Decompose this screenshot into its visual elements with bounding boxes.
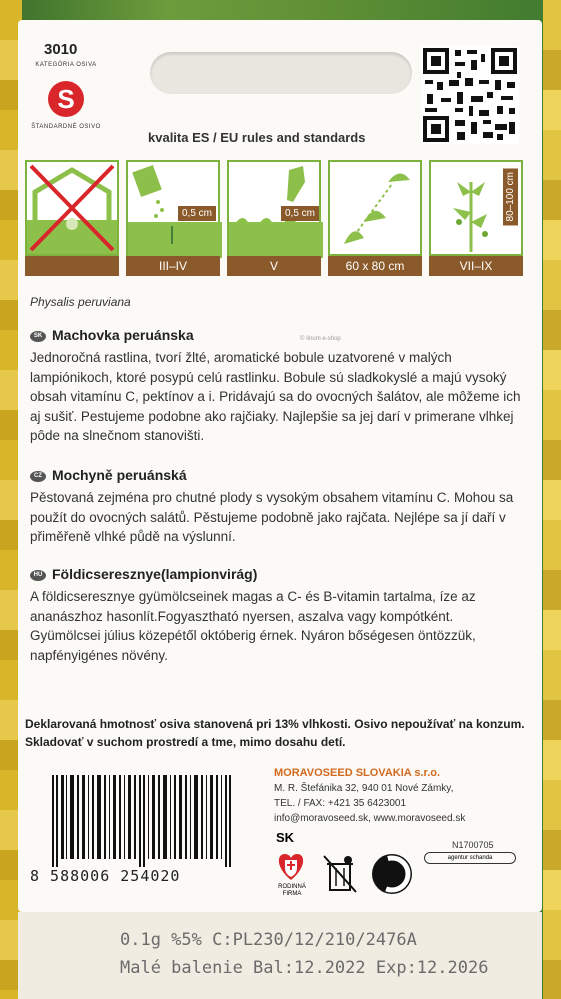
step-panel [227, 160, 321, 256]
section-title-hu [30, 566, 257, 582]
hanger-tab [150, 52, 412, 94]
step-spacing [328, 160, 422, 276]
language-flag-icon: CZ [30, 471, 46, 482]
step-label: VII–IX [429, 256, 523, 276]
product-code: 3010 [44, 41, 78, 58]
company-web[interactable]: info@moravoseed.sk, www.moravoseed.sk [274, 813, 466, 824]
step-label [25, 256, 119, 276]
section-title-text: Földicseresznye(lampionvirág) [52, 566, 258, 582]
lot-stamp [120, 926, 520, 982]
registration-number: N1700705 [452, 840, 494, 850]
language-flag-icon: SK [30, 331, 46, 342]
section-title-text: Machovka peruánska [52, 327, 194, 343]
seal-top-text: KATEGÓRIA OSIVA [35, 62, 97, 68]
seal-bottom-text: ŠTANDARDNÉ OSIVO [31, 124, 101, 130]
section-title-cz [30, 467, 187, 483]
language-flag-icon: HU [30, 570, 46, 581]
step-label: 60 x 80 cm [328, 256, 422, 276]
barcode-number: 8 588006 254020 [30, 867, 181, 885]
barcode-bars-icon [52, 775, 232, 867]
family-company-heart-icon [274, 848, 308, 882]
green-dot-icon [370, 852, 414, 896]
step-panel [429, 160, 523, 256]
agent-badge: agentur schanda [424, 852, 516, 864]
watermark: © Iinum e-shop [300, 336, 341, 342]
quality-statement: kvalita ES / EU rules and standards [148, 130, 366, 145]
step-transplant [227, 160, 321, 276]
company-info [274, 766, 465, 826]
step-label: V [227, 256, 321, 276]
height-tag: 80–100 cm [503, 168, 518, 225]
barcode [30, 775, 234, 891]
section-text-sk: Jednoročná rastlina, tvorí žlté, aromatické bobule uzatvorené v malých lampiónikoch, ktoré posypú celú rastlinku. Bobule sú sladkokyslé a majú vysoký obsah vitamínu C, pektínov a i. Pridávajú sa do ovocných šalátov, ale môžeme ich aj sušiť. Pestujeme podobne ako rajčiaky. Najlepšie sa jej darí v primerane vlhkej pôde na slnečnom stanovišti. [30, 350, 521, 443]
lot-line-1: 0.1g %5% C:PL230/12/210/2476A [120, 930, 417, 950]
depth-tag: 0,5 cm [281, 206, 319, 221]
lot-line-2: Malé balenie Bal:12.2022 Exp:12.2026 [120, 958, 489, 978]
step-harvest [429, 160, 523, 276]
qr-code-icon[interactable] [421, 46, 519, 144]
latin-name: Physalis peruviana [30, 295, 131, 309]
family-company-label: RODINNÁ FIRMA [278, 884, 306, 897]
country-code: SK [276, 830, 295, 845]
recycle-bin-icon [322, 854, 358, 894]
depth-tag: 0,5 cm [178, 206, 216, 221]
step-panel [328, 160, 422, 256]
growing-steps [25, 160, 525, 276]
certification-logos [272, 830, 512, 900]
company-phone: TEL. / FAX: +421 35 6423001 [274, 798, 407, 809]
step-label: III–IV [126, 256, 220, 276]
company-name: MORAVOSEED SLOVAKIA s.r.o. [274, 767, 441, 779]
section-title-text: Mochyně peruánská [52, 467, 187, 483]
seed-category-seal [27, 60, 105, 138]
section-text-hu: A földicseresznye gyümölcseinek magas a C- és B-vitamin tartalma, íze az ananászhoz hasonlít.Fogyasztható nyersen, aszalva vagy kompótként. Gyümölcsei július közepétől októberig érnek. Nyáron bőségesen öntözzük, napfényigénes növény. [30, 589, 476, 663]
section-text-cz: Pěstovaná zejména pro chutné plody s vysokým obsahem vitamínu C. Mohou sa použít do ovocných salátů. Pěstujeme podobně jako rajčata. Nejlépe sa jí daří v přiměřeně vlhké půdě na výslunní. [30, 490, 514, 544]
storage-notice: Deklarovaná hmotnosť osiva stanovená pri 13% vlhkosti. Osivo nepoužívať na konzum. Skladovať v suchom prostredí a tme, mimo dosahu detí. [25, 717, 525, 749]
section-title-sk [30, 327, 194, 343]
company-address: M. R. Štefánika 32, 940 01 Nové Zámky, [274, 783, 454, 794]
step-sowing [126, 160, 220, 276]
seal-letter: S [48, 81, 84, 117]
packet-edge-right [543, 0, 561, 999]
step-no-greenhouse [25, 160, 119, 276]
step-panel [126, 160, 220, 256]
step-panel [25, 160, 119, 256]
